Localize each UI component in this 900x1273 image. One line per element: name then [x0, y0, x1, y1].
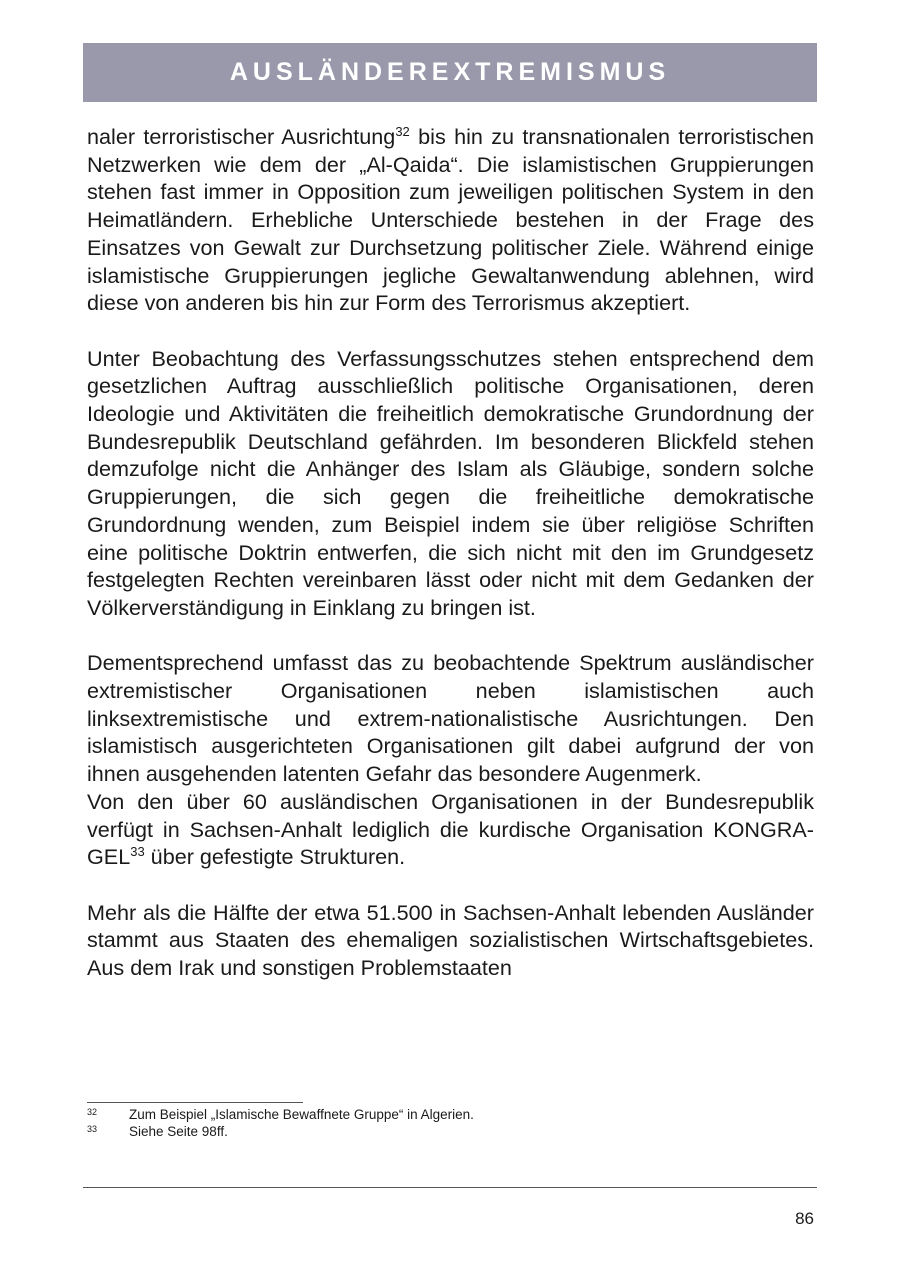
footnote-divider: [87, 1102, 303, 1103]
footnote-32: [87, 1106, 807, 1123]
paragraph-3: Dementsprechend umfasst das zu beobachtende Spektrum ausländischer extremistischer Organisationen neben islamistischen auch linksextremistische und extrem-nationalistische Ausrichtungen. Den islamistisch ausgerichteten Organisationen gilt dabei aufgrund der von ihnen ausgehenden latenten Gefahr das besondere Augenmerk.: [87, 650, 814, 787]
footnote-33: [87, 1123, 807, 1140]
chapter-title: AUSLÄNDEREXTREMISMUS: [229, 58, 671, 86]
footnote-ref-33[interactable]: 33: [130, 844, 145, 860]
footnote-text: Zum Beispiel „Islamische Bewaffnete Gruppe“ in Algerien.: [129, 1107, 474, 1122]
footnotes: [87, 1106, 807, 1140]
chapter-header-band: [83, 43, 817, 102]
paragraph-2: Unter Beobachtung des Verfassungsschutzes stehen entsprechend dem gesetzlichen Auftrag ausschließlich politische Organisationen, deren Ideologie und Aktivitäten die freiheitlich demokratische Grundordnung der Bundesrepublik Deutschland gefährden. Im besonderen Blickfeld stehen demzufolge nicht die Anhänger des Islam als Gläubige, sondern solche Gruppierungen, die sich gegen die freiheitliche demokratische Grundordnung wenden, zum Beispiel indem sie über religiöse Schriften eine politische Doktrin entwerfen, die sich nicht mit den im Grundgesetz festgelegten Rechten vereinbaren lässt oder nicht mit dem Gedanken der Völkerverständigung in Einklang zu bringen ist.: [87, 345, 814, 620]
footnote-number: 32: [87, 1107, 98, 1117]
paragraph-4: [87, 788, 814, 871]
page-bottom-divider: [83, 1187, 817, 1188]
paragraph-4-text-a: Von den über 60 ausländischen Organisationen in der Bundesrepublik verfügt in Sachsen-Anhalt lediglich die kurdische Organisation KONGRA-GEL: [87, 788, 814, 870]
main-text: [87, 123, 814, 982]
paragraph-1: [87, 123, 814, 317]
paragraph-1-text-a: naler terroristischer Ausrichtung: [87, 124, 396, 149]
footnote-ref-32[interactable]: 32: [395, 123, 410, 139]
footnote-text: Siehe Seite 98ff.: [129, 1124, 228, 1139]
paragraph-5: Mehr als die Hälfte der etwa 51.500 in Sachsen-Anhalt lebenden Ausländer stammt aus Staaten des ehemaligen sozialistischen Wirtschaftsgebietes. Aus dem Irak und sonstigen Problemstaaten: [87, 899, 814, 981]
page-number: 86: [795, 1209, 814, 1228]
paragraph-1-text-b: bis hin zu transnationalen terroristischen Netzwerken wie dem der „Al-Qaida“. Die islamistischen Gruppierungen stehen fast immer in Opposition zum jeweiligen politischen System in den Heimatländern. Erhebliche Unterschiede bestehen in der Frage des Einsatzes von Gewalt zur Durchsetzung politischer Ziele. Während einige islamistische Gruppierungen jegliche Gewaltanwendung ablehnen, wird diese von anderen bis hin zur Form des Terrorismus akzeptiert.: [87, 124, 814, 316]
paragraph-4-text-b: über gefestigte Strukturen.: [144, 844, 406, 870]
footnote-number: 33: [87, 1124, 98, 1134]
